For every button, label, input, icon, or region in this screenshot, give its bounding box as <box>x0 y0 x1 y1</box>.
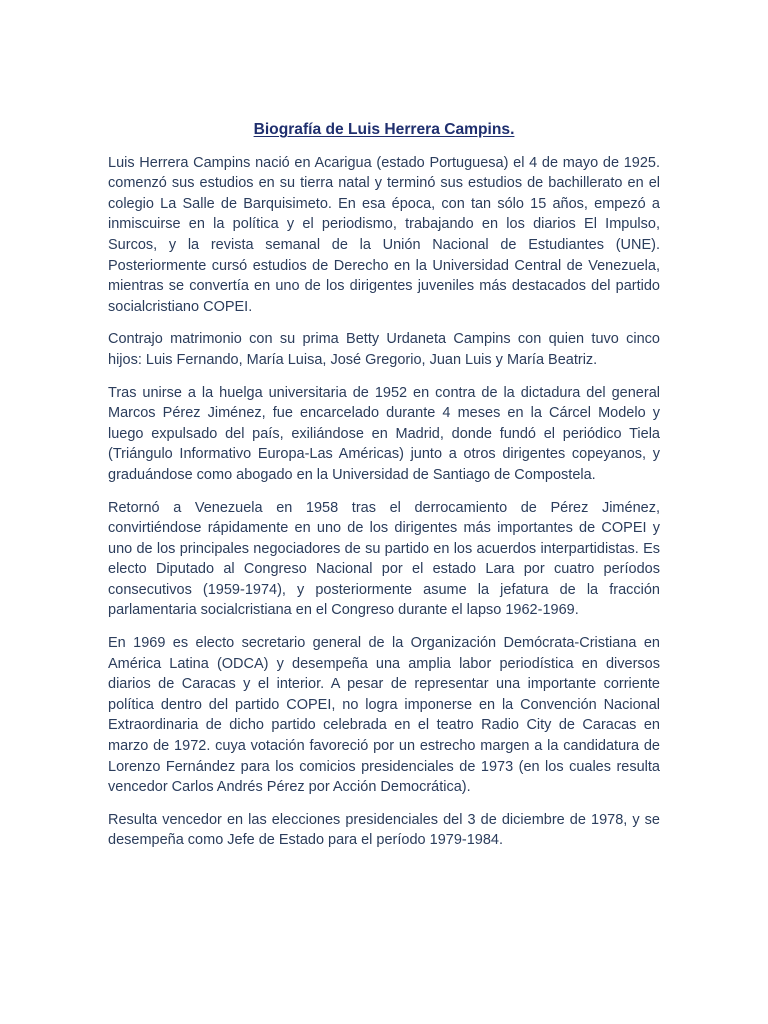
paragraph-return-venezuela: Retornó a Venezuela en 1958 tras el derrocamiento de Pérez Jiménez, convirtiéndose rápidamente en uno de los dirigentes más importantes de COPEI y uno de los principales negociadores de su partido en los acuerdos interpartidistas. Es electo Diputado al Congreso Nacional por el estado Lara por cuatro períodos consecutivos (1959-1974), y posteriormente asume la jefatura de la fracción parlamentaria socialcristiana en el Congreso durante el lapso 1962-1969. <box>108 499 660 619</box>
paragraph-family: Contrajo matrimonio con su prima Betty Urdaneta Campins con quien tuvo cinco hijos: Luis Fernando, María Luisa, José Gregorio, Juan Luis y María Beatriz. <box>108 331 660 368</box>
paragraph-exile: Tras unirse a la huelga universitaria de 1952 en contra de la dictadura del general Marcos Pérez Jiménez, fue encarcelado durante 4 meses en la Cárcel Modelo y luego expulsado del país, exiliándose en Madrid, donde fundó el periódico Tiela (Triángulo Informativo Europa-Las Américas) junto a otros dirigentes copeyanos, y graduándose como abogado en la Universidad de Santiago de Compostela. <box>108 384 660 483</box>
document-title: Biografía de Luis Herrera Campins. <box>253 121 515 138</box>
document-page <box>108 120 660 863</box>
paragraph-odca-copei: En 1969 es electo secretario general de la Organización Demócrata-Cristiana en América Latina (ODCA) y desempeña una amplia labor periodística en diversos diarios de Caracas y el interior. A pesar de representar una importante corriente política dentro del partido COPEI, no logra imponerse en la Convención Nacional Extraordinaria de dicho partido celebrada en el teatro Radio City de Caracas en marzo de 1972. cuya votación favoreció por un estrecho margen a la candidatura de Lorenzo Fernández para los comicios presidenciales de 1973 (en los cuales resulta vencedor Carlos Andrés Pérez por Acción Democrática). <box>108 635 660 796</box>
paragraph-birth-education: Luis Herrera Campins nació en Acarigua (estado Portuguesa) el 4 de mayo de 1925. comenzó sus estudios en su tierra natal y terminó sus estudios de bachillerato en el colegio La Salle de Barquisimeto. En esa época, con tan sólo 15 años, empezó a inmiscuirse en la política y el periodismo, trabajando en los diarios El Impulso, Surcos, y la revista semanal de la Unión Nacional de Estudiantes (UNE). Posteriormente cursó estudios de Derecho en la Universidad Central de Venezuela, mientras se convertía en uno de los dirigentes juveniles más destacados del partido socialcristiano COPEI. <box>108 154 660 315</box>
paragraph-presidency: Resulta vencedor en las elecciones presidenciales del 3 de diciembre de 1978, y se desempeña como Jefe de Estado para el período 1979-1984. <box>108 811 660 849</box>
